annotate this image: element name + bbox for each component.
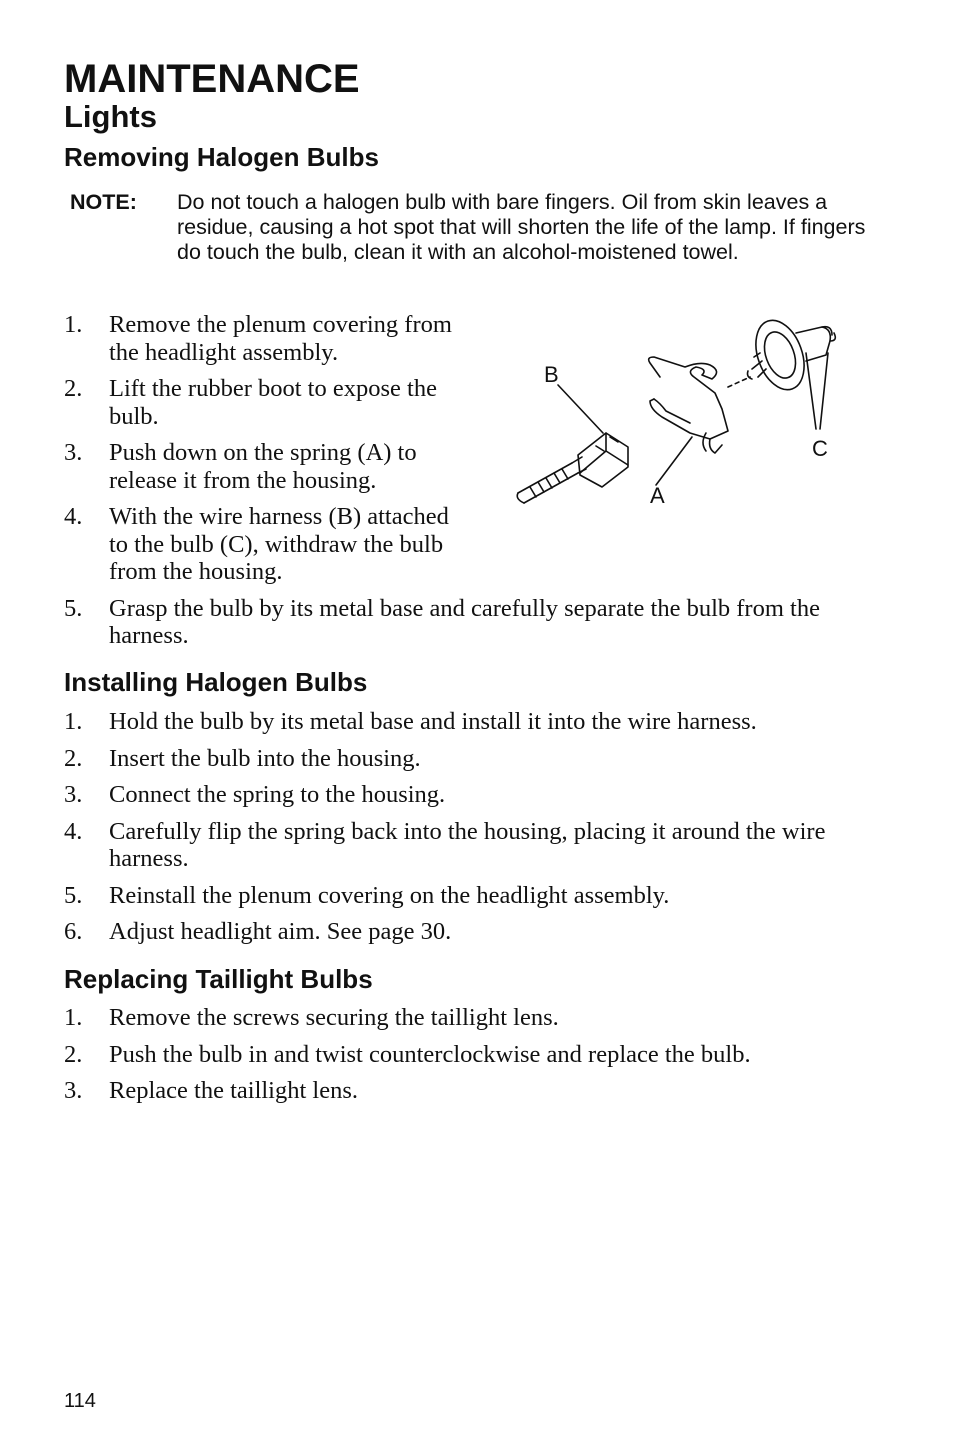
- step-text: Insert the bulb into the housing.: [109, 744, 421, 772]
- list-item: [64, 708, 874, 736]
- step-text: With the wire harness (B) attached to the bulb (C), withdraw the bulb from the housing.: [109, 503, 449, 585]
- topic-title: Lights: [64, 99, 157, 134]
- spring-clip: [649, 357, 728, 439]
- leader-a: [656, 437, 692, 485]
- note-text: Do not touch a halogen bulb with bare fingers. Oil from skin leaves a residue, causing a hot spot that will shorten the life of the lamp. If fingers do touch the bulb, clean it with an alcohol-moistened towel.: [177, 190, 866, 264]
- step-text: Adjust headlight aim. See page 30.: [109, 918, 452, 945]
- step-text: Lift the rubber boot to expose the bulb.: [109, 375, 437, 430]
- taillight-steps: [64, 1004, 874, 1114]
- step-text: Remove the plenum covering from the headlight assembly.: [109, 311, 452, 366]
- leader-b: [558, 385, 603, 433]
- list-item: [64, 1077, 874, 1105]
- removing-heading: Removing Halogen Bulbs: [64, 142, 379, 172]
- step-text: Push down on the spring (A) to release it from the housing.: [109, 439, 417, 494]
- list-item: [64, 595, 844, 650]
- figure-label-c: C: [812, 436, 828, 461]
- list-item: [64, 745, 874, 773]
- step-number: 1.: [64, 311, 83, 338]
- step-text: Hold the bulb by its metal base and install it into the wire harness.: [109, 708, 757, 735]
- leader-c: [806, 353, 828, 429]
- step-number: 4.: [64, 817, 83, 845]
- step-number: 5.: [64, 594, 83, 622]
- step-text: Carefully flip the spring back into the housing, placing it around the wire harness.: [109, 817, 826, 872]
- step-number: 3.: [64, 439, 83, 466]
- step-number: 2.: [64, 744, 83, 772]
- taillight-heading: Replacing Taillight Bulbs: [64, 964, 373, 994]
- step-number: 1.: [64, 1004, 83, 1031]
- step-text: Remove the screws securing the taillight lens.: [109, 1004, 559, 1031]
- page-number: 114: [64, 1390, 96, 1412]
- list-item: [64, 311, 454, 366]
- bulb-glass: [822, 327, 835, 341]
- list-item: [64, 1041, 874, 1069]
- step-text: Grasp the bulb by its metal base and carefully separate the bulb from the harness.: [109, 594, 820, 649]
- list-item: [64, 1004, 874, 1032]
- step-text: Connect the spring to the housing.: [109, 781, 446, 808]
- step-number: 5.: [64, 881, 83, 909]
- note-label: NOTE:: [70, 190, 137, 214]
- headlight-bulb-diagram: [510, 305, 850, 515]
- harness-cable: [518, 463, 578, 503]
- installing-steps: [64, 708, 874, 955]
- step-number: 3.: [64, 781, 83, 808]
- step-number: 6.: [64, 918, 83, 945]
- step-number: 3.: [64, 1077, 83, 1104]
- figure-label-a: A: [650, 483, 665, 508]
- section-title: MAINTENANCE: [64, 57, 360, 101]
- step-number: 2.: [64, 375, 83, 402]
- installing-heading: Installing Halogen Bulbs: [64, 667, 368, 697]
- list-item: [64, 918, 874, 946]
- list-item: [64, 503, 469, 586]
- figure-label-b: B: [544, 362, 559, 387]
- step-text: Reinstall the plenum covering on the headlight assembly.: [109, 881, 670, 909]
- list-item: [64, 882, 874, 910]
- list-item: [64, 781, 874, 809]
- list-item: [64, 818, 874, 873]
- list-item: [64, 439, 454, 494]
- step-text: Push the bulb in and twist counterclockwise and replace the bulb.: [109, 1040, 751, 1068]
- step-number: 2.: [64, 1040, 83, 1068]
- list-item: [64, 375, 454, 430]
- step-number: 1.: [64, 708, 83, 735]
- step-number: 4.: [64, 503, 83, 530]
- step-text: Replace the taillight lens.: [109, 1077, 359, 1104]
